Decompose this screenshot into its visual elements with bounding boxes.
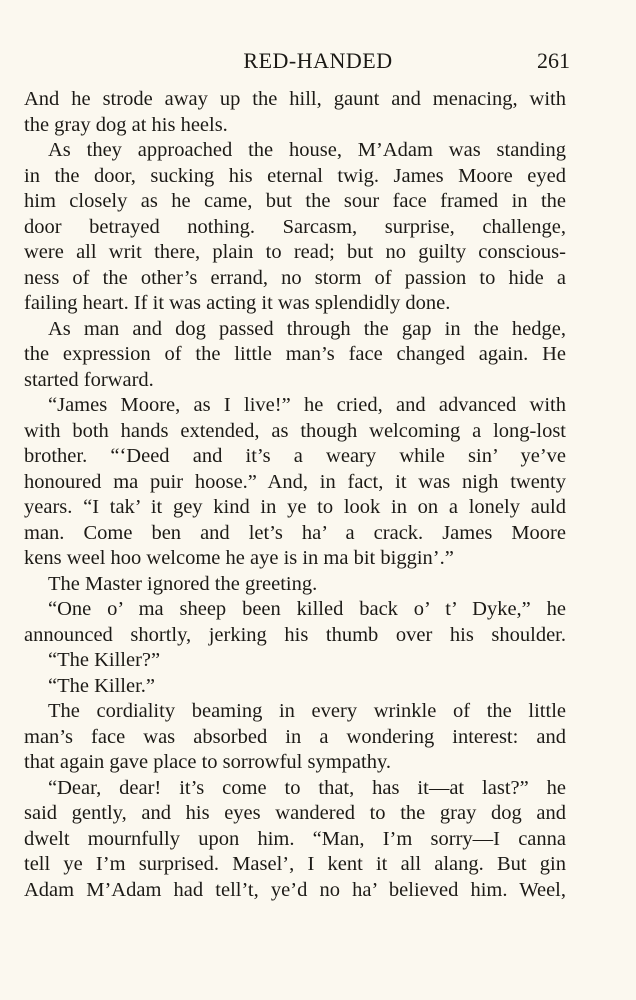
text-line: “One o’ ma sheep been killed back o’ t’ Dyke,” he xyxy=(48,598,566,620)
text-line: failing heart. If it was acting it was splendidly done. xyxy=(24,292,451,314)
page-header xyxy=(0,46,636,76)
text-line: brother. “‘Deed and it’s a weary while sin’ ye’ve xyxy=(24,445,566,467)
text-line: The cordiality beaming in every wrinkle of the little xyxy=(48,700,566,722)
text-line: tell ye I’m surprised. Masel’, I kent it all alang. But gin xyxy=(24,853,566,875)
text-line: started forward. xyxy=(24,368,154,391)
text-line: Adam M’Adam had tell’t, ye’d no ha’ believed him. Weel, xyxy=(24,878,566,901)
text-line: that again gave place to sorrowful sympathy. xyxy=(24,751,391,773)
text-line: with both hands extended, as though welcoming a long-lost xyxy=(24,419,566,442)
text-line: And he strode away up the hill, gaunt and menacing, with xyxy=(24,88,566,110)
text-line: years. “I tak’ it gey kind in ye to look in on a lonely auld xyxy=(24,496,566,518)
text-line: man’s face was absorbed in a wondering interest: and xyxy=(24,725,566,748)
text-line: said gently, and his eyes wandered to the gray dog and xyxy=(24,802,566,824)
text-line: The Master ignored the greeting. xyxy=(48,572,318,595)
text-line: “The Killer?” xyxy=(48,649,161,671)
text-line: were all writ there, plain to read; but no guilty conscious- xyxy=(24,241,566,263)
text-line: door betrayed nothing. Sarcasm, surprise, challenge, xyxy=(24,215,566,238)
text-line: the expression of the little man’s face changed again. He xyxy=(24,343,566,365)
text-line: him closely as he came, but the sour face framed in the xyxy=(24,190,566,212)
body-text xyxy=(24,87,566,903)
text-line: “Dear, dear! it’s come to that, has it—at last?” he xyxy=(48,776,566,799)
text-line: “The Killer.” xyxy=(48,674,156,697)
text-line: As they approached the house, M’Adam was standing xyxy=(48,139,566,161)
text-line: announced shortly, jerking his thumb over his shoulder. xyxy=(24,623,566,646)
text-line: man. Come ben and let’s ha’ a crack. James Moore xyxy=(24,521,566,544)
running-head: RED-HANDED xyxy=(243,48,393,73)
page-number: 261 xyxy=(537,48,570,73)
text-line: ness of the other’s errand, no storm of passion to hide a xyxy=(24,266,566,289)
text-line: honoured ma puir hoose.” And, in fact, it was nigh twenty xyxy=(24,470,566,493)
text-line: As man and dog passed through the gap in the hedge, xyxy=(48,317,566,340)
text-line: “James Moore, as I live!” he cried, and advanced with xyxy=(48,394,566,416)
text-line: the gray dog at his heels. xyxy=(24,113,228,136)
text-line: in the door, sucking his eternal twig. James Moore eyed xyxy=(24,164,566,187)
text-line: dwelt mournfully upon him. “Man, I’m sorry—I canna xyxy=(24,827,566,850)
text-line: kens weel hoo welcome he aye is in ma bit biggin’.” xyxy=(24,547,454,569)
